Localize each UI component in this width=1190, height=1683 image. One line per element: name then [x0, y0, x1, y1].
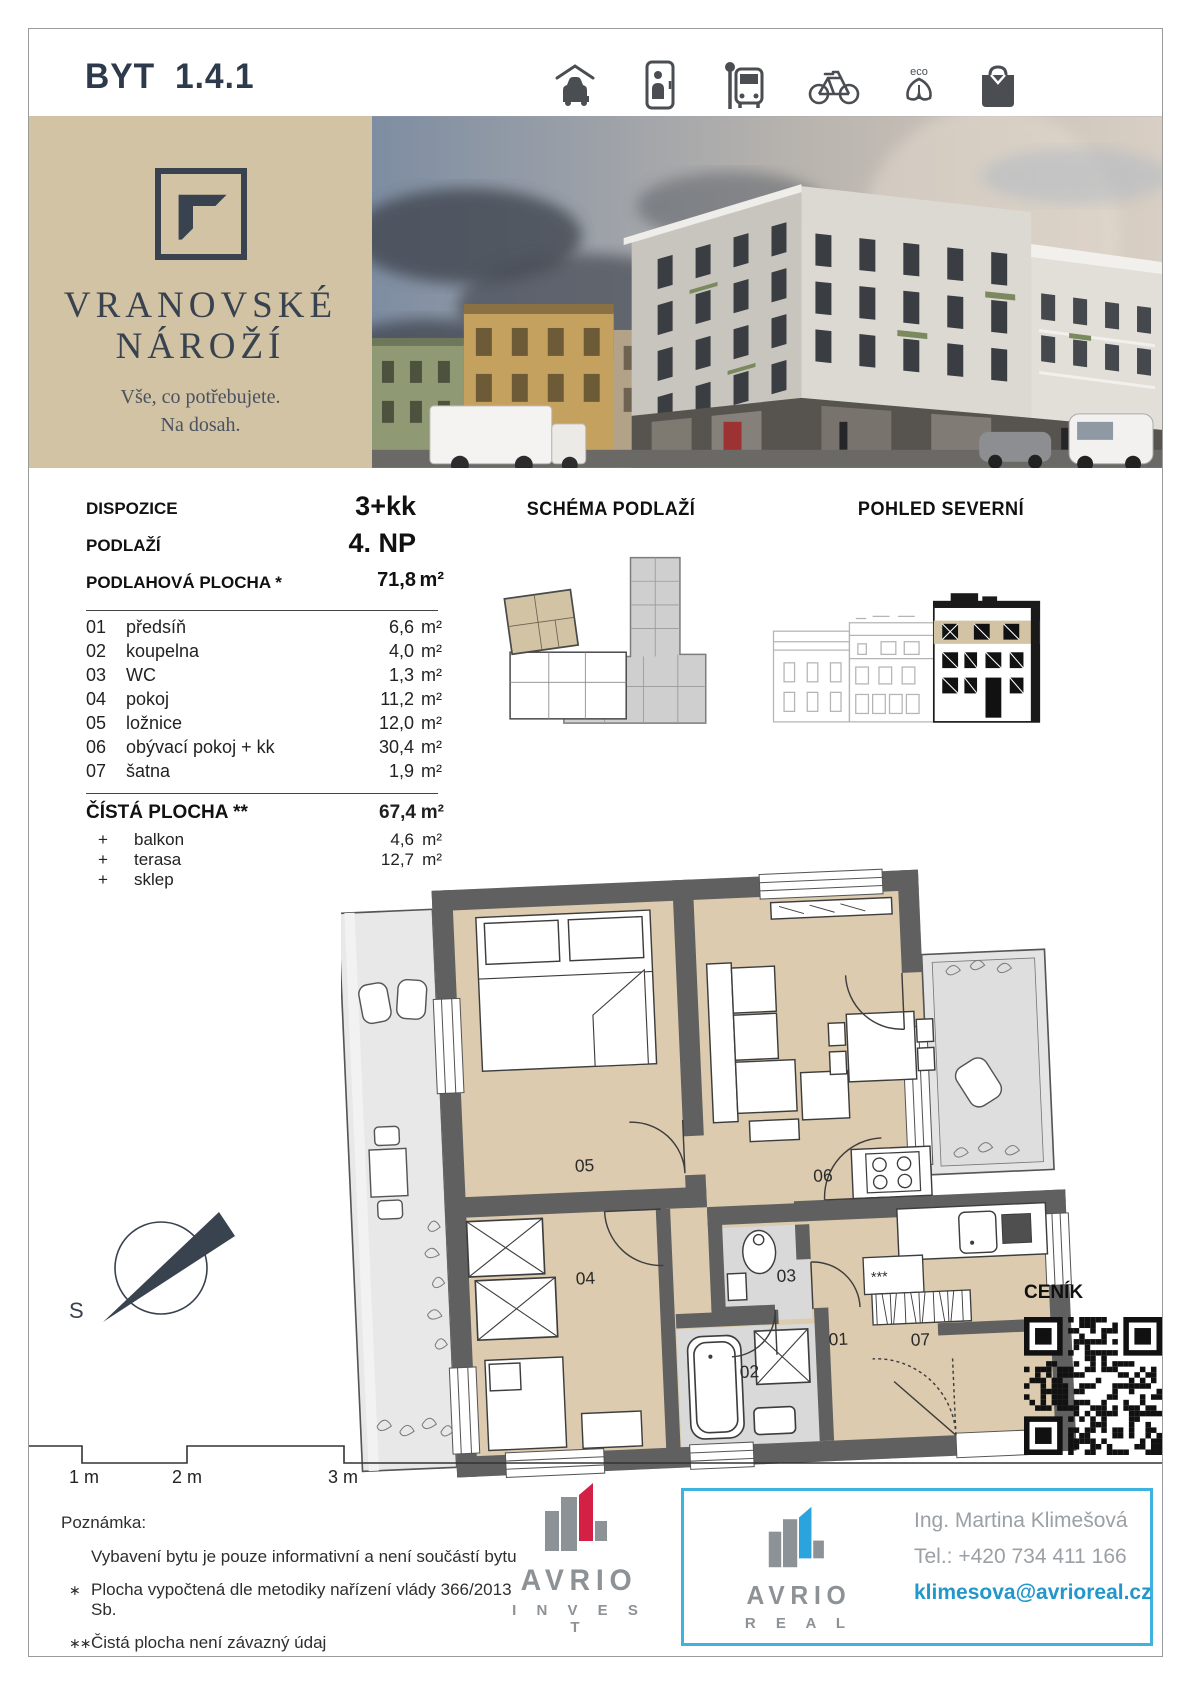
- amenity-icons: [550, 59, 1019, 111]
- extra-row: + balkon 4,6 m²: [98, 830, 442, 849]
- avrio-real-logo: AVRIO R E A L: [724, 1505, 874, 1632]
- room-label-04: 04: [575, 1267, 596, 1289]
- scale-label-1m: 1 m: [68, 1467, 100, 1486]
- room-row: 01 předsíň 6,6 m²: [86, 617, 442, 637]
- room-row: 03 WC 1,3 m²: [86, 665, 442, 685]
- notes: [61, 1513, 521, 1653]
- room-label-01: 01: [828, 1328, 849, 1350]
- scale-label-3m: 3 m: [327, 1467, 359, 1486]
- room-label-03: 03: [776, 1265, 797, 1286]
- divider: [86, 793, 438, 794]
- garage-icon: [550, 60, 600, 110]
- room-label-02: 02: [739, 1361, 760, 1382]
- floor-plan: [341, 866, 1111, 1491]
- page-frame: [28, 28, 1163, 1657]
- room-label-06: 06: [812, 1165, 834, 1186]
- avrio-real-contact-box: [681, 1488, 1153, 1646]
- compass-south-label: S: [69, 1298, 84, 1323]
- building-photo: [372, 116, 1162, 468]
- agent-name: Ing. Martina Klimešová: [914, 1509, 1128, 1532]
- brand-name: VRANOVSKÉ NÁROŽÍ: [63, 285, 338, 367]
- spec-row-dispozice: DISPOZICE 3+kk: [86, 491, 416, 521]
- price-list-qr-code[interactable]: [1024, 1317, 1162, 1460]
- eco-icon: [900, 63, 938, 107]
- floor-schematic: [499, 549, 719, 769]
- notes-heading: Poznámka:: [61, 1513, 147, 1532]
- room-list: [86, 617, 442, 785]
- shopping-bag-icon: [977, 61, 1019, 109]
- note-line: ∗ Plocha vypočtená dle metodiky nařízení vlády 366/2013 Sb.: [69, 1580, 512, 1619]
- podlazi-value: 4. NP: [348, 528, 416, 558]
- schema-heading: SCHÉMA PODLAŽÍ: [526, 499, 696, 520]
- extra-row: + sklep: [98, 870, 174, 889]
- room-label-07: 07: [910, 1329, 931, 1350]
- spec-row-plocha: PODLAHOVÁ PLOCHA * 71,8 m²: [86, 569, 444, 592]
- brand-tagline: Vše, co potřebujete. Na dosah.: [120, 386, 281, 437]
- net-area-value: 67,4: [379, 802, 416, 823]
- compass: [61, 1196, 261, 1351]
- extra-row: + terasa 12,7 m²: [98, 850, 442, 869]
- note-line: ∗∗ Čistá plocha není závazný údaj: [69, 1633, 327, 1652]
- north-elevation: [771, 589, 1046, 729]
- bus-stop-icon: [720, 59, 768, 111]
- plocha-value: 71,8: [377, 569, 416, 591]
- note-line: Vybavení bytu je pouze informativní a není součástí bytu: [91, 1547, 517, 1566]
- avrio-invest-icon: [531, 1481, 627, 1553]
- room-row: 05 ložnice 12,0 m²: [86, 713, 442, 733]
- elevator-icon: [639, 59, 681, 111]
- room-row: 02 koupelna 4,0 m²: [86, 641, 442, 661]
- room-row: 07 šatna 1,9 m²: [86, 761, 442, 781]
- brand-panel: [29, 116, 372, 468]
- agent-phone: Tel.: +420 734 411 166: [914, 1545, 1127, 1568]
- agent-contact: [914, 1505, 1152, 1605]
- spec-row-podlazi: PODLAŽÍ 4. NP: [86, 528, 416, 558]
- dispozice-value: 3+kk: [355, 491, 416, 521]
- pantry-stars: ***: [870, 1269, 889, 1286]
- brand-logo-icon: [155, 168, 247, 260]
- price-list-heading: CENÍK: [1024, 1282, 1084, 1303]
- scale-label-2m: 2 m: [171, 1467, 203, 1486]
- avrio-real-icon: [754, 1505, 844, 1569]
- bicycle-icon: [807, 62, 861, 108]
- room-row: 06 obývací pokoj + kk 30,4 m²: [86, 737, 442, 757]
- divider: [86, 610, 438, 611]
- eco-icon-label: eco: [910, 66, 928, 78]
- spec-table: [86, 491, 444, 890]
- avrio-invest-logo: AVRIO I N V E S T: [499, 1481, 659, 1636]
- agent-email[interactable]: klimesova@avrioreal.cz: [914, 1581, 1152, 1604]
- net-area-row: ČÍSTÁ PLOCHA ** 67,4 m²: [86, 802, 444, 823]
- room-row: 04 pokoj 11,2 m²: [86, 689, 442, 709]
- page-title: BYT 1.4.1: [85, 57, 255, 96]
- view-heading: POHLED SEVERNÍ: [857, 499, 1025, 520]
- room-label-05: 05: [574, 1154, 595, 1176]
